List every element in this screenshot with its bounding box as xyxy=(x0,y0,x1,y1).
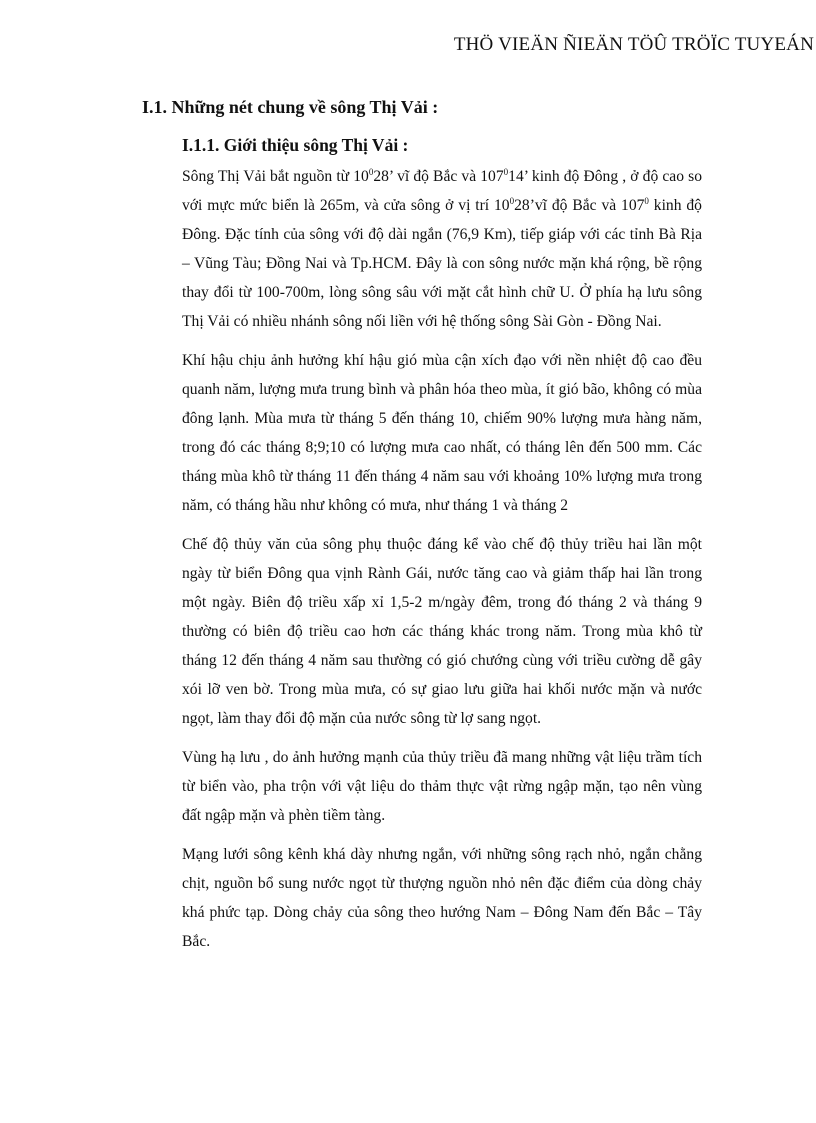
section-title: I.1. Những nét chung về sông Thị Vải : xyxy=(142,97,439,117)
paragraph-hydrology: Chế độ thủy văn của sông phụ thuộc đáng kể vào chế độ thủy triều hai lần một ngày từ biển Đông qua vịnh Rành Gái, nước tăng cao và giảm thấp hai lần trong một ngày. Biên độ triều xấp xỉ 1,5-2 m/ngày đêm, trong đó tháng 2 và tháng 9 thường có biên độ triều cao hơn các tháng khác trong năm. Trong mùa khô từ tháng 12 đến tháng 4 năm sau thường có gió chướng cùng với triều cường dễ gây xói lỡ ven bờ. Trong mùa mưa, có sự giao lưu giữa hai khối nước mặn và nước ngọt, làm thay đổi độ mặn của nước sông từ lợ sang ngọt. xyxy=(182,536,702,727)
paragraph-climate: Khí hậu chịu ảnh hưởng khí hậu gió mùa cận xích đạo với nền nhiệt độ cao đều quanh năm, lượng mưa trung bình và phân hóa theo mùa, ít gió bão, không có mùa đông lạnh. Mùa mưa từ tháng 5 đến tháng 10, chiếm 90% lượng mưa hàng năm, trong đó các tháng 8;9;10 có lượng mưa cao nhất, có tháng lên đến 500 mm. Các tháng mùa khô từ tháng 11 đến tháng 4 năm sau với khoảng 10% lượng mưa trong năm, có tháng hầu như không có mưa, như tháng 1 và tháng 2 xyxy=(182,352,702,514)
paragraph-river-network: Mạng lưới sông kênh khá dày nhưng ngắn, với những sông rạch nhỏ, ngắn chằng chịt, nguồn bổ sung nước ngọt từ thượng nguồn nhỏ nên đặc điểm của dòng chảy khá phức tạp. Dòng chảy của sông theo hướng Nam – Đông Nam đến Bắc – Tây Bắc. xyxy=(182,846,702,950)
subsection-title: I.1.1. Giới thiệu sông Thị Vải : xyxy=(182,135,409,155)
document-body xyxy=(142,96,702,966)
page-header: THÖ VIEÄN ÑIEÄN TÖÛ TRÖÏC TUYEÁN xyxy=(453,34,814,55)
paragraph-introduction: Sông Thị Vải bắt nguồn từ $10^028$’ vĩ độ Bắc và $107^014$’ kinh độ Đông , ở độ cao so với mực mức biển là 265m, và cửa sông ở vị trí $10^028’vĩ$ độ Bắc và $107^0$ kinh độ Đông. Đặc tính của sông với độ dài ngắn (76,9 Km), tiếp giáp với các tỉnh Bà Rịa – Vũng Tàu; Đồng Nai và Tp.HCM. Đây là con sông nước mặn khá rộng, bề rộng thay đổi từ 100-700m, lòng sông sâu với mặt cắt hình chữ U. Ở phía hạ lưu sông Thị Vải có nhiều nhánh sông nối liền với hệ thống sông Sài Gòn - Đồng Nai. xyxy=(182,167,702,330)
paragraph-downstream: Vùng hạ lưu , do ảnh hưởng mạnh của thủy triều đã mang những vật liệu trầm tích từ biển vào, pha trộn với vật liệu do thảm thực vật rừng ngập mặn, tạo nên vùng đất ngập mặn và phèn tiềm tàng. xyxy=(182,749,702,824)
